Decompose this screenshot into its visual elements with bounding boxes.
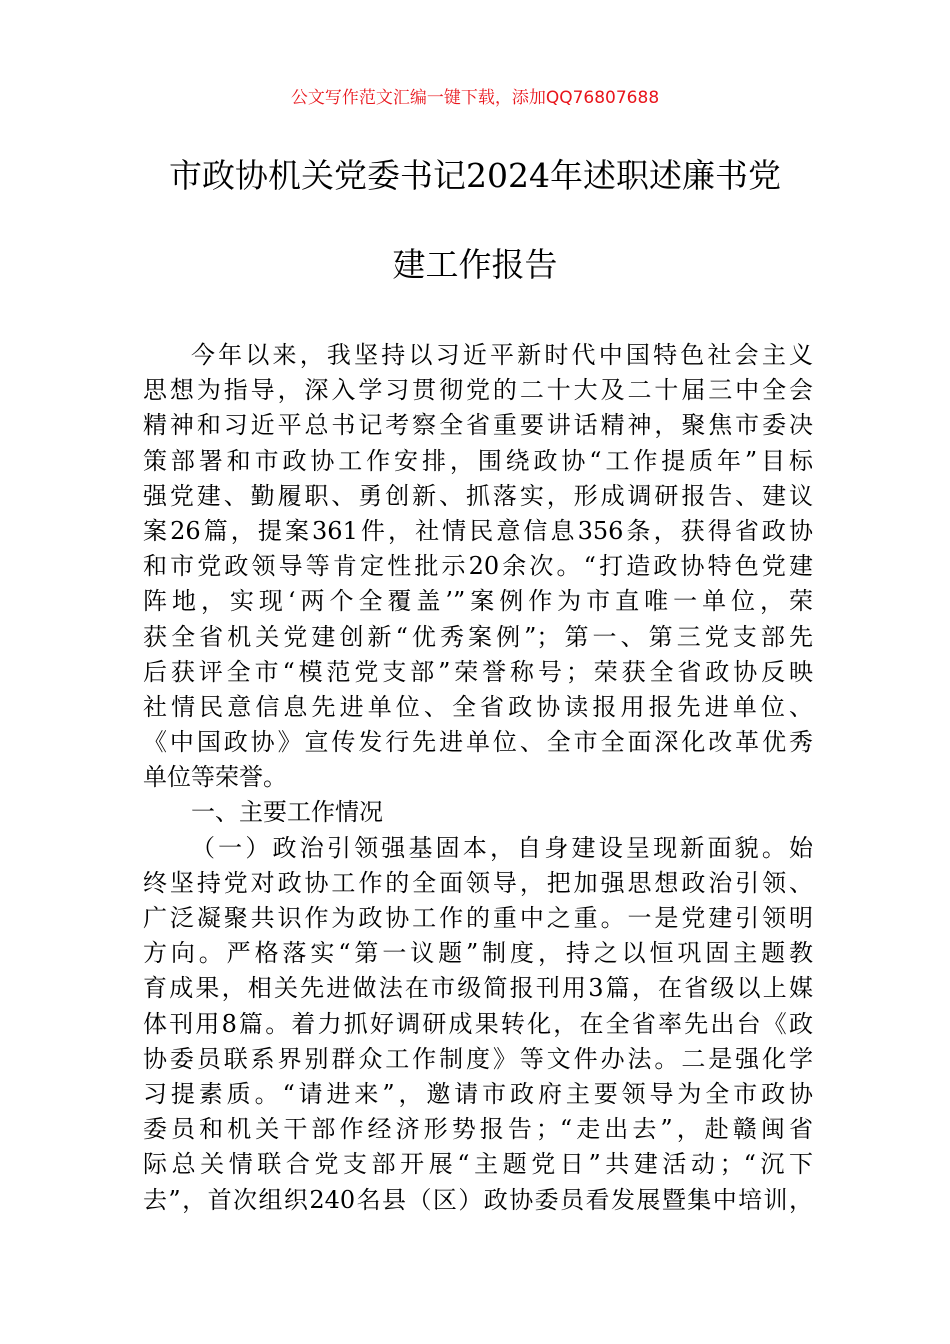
paragraph-line: 体刊用8篇。着力抓好调研成果转化，在全省率先出台《政 [143,1009,813,1038]
paragraph-line: 强党建、勤履职、勇创新、抓落实，形成调研报告、建议 [143,481,813,510]
paragraph-line: 去”，首次组织240名县（区）政协委员看发展暨集中培训， [143,1185,813,1214]
paragraph-line: 委员和机关干部作经济形势报告；“走出去”，赴赣闽省 [143,1115,813,1144]
paragraph-line: 今年以来，我坚持以习近平新时代中国特色社会主义 [191,341,813,369]
paragraph-line: 阵地，实现‘两个全覆盖’”案例作为市直唯一单位，荣 [143,587,813,616]
paragraph-line: 育成果，相关先进做法在市级简报刊用3篇，在省级以上媒 [143,974,813,1003]
paragraph-line: 习提素质。“请进来”，邀请市政府主要领导为全市政协 [143,1079,813,1108]
paragraph-line: （一）政治引领强基固本，自身建设呈现新面貌。始 [191,833,813,862]
paragraph-line: 终坚持党对政协工作的全面领导，把加强思想政治引领、 [143,868,813,897]
paragraph-line: 际总关情联合党支部开展“主题党日”共建活动；“沉下 [143,1150,813,1179]
paragraph-line: 广泛凝聚共识作为政协工作的重中之重。一是党建引领明 [143,904,813,932]
paragraph-line: 后获评全市“模范党支部”荣誉称号；荣获全省政协反映 [143,657,813,686]
paragraph-line: 策部署和市政协工作安排，围绕政协“工作提质年”目标 [143,446,813,475]
document-title-line-1: 市政协机关党委书记2024年述职述廉书党 [169,156,781,195]
paragraph-line: 协委员联系界别群众工作制度》等文件办法。二是强化学 [143,1044,813,1073]
section-heading: 一、主要工作情况 [191,798,383,827]
document-title-line-2: 建工作报告 [392,245,558,284]
paragraph-line: 思想为指导，深入学习贯彻党的二十大及二十届三中全会 [143,376,813,405]
paragraph-line: 获全省机关党建创新“优秀案例”；第一、第三党支部先 [143,622,813,651]
paragraph-line: 单位等荣誉。 [143,763,287,792]
paragraph-line: 社情民意信息先进单位、全省政协读报用报先进单位、 [143,692,813,721]
document-body [143,338,813,1218]
paragraph-line: 方向。严格落实“第一议题”制度，持之以恒巩固主题教 [143,939,813,968]
download-promo-note: 公文写作范文汇编一键下载，添加QQ76807688 [290,88,660,108]
paragraph-line: 《中国政协》宣传发行先进单位、全市全面深化改革优秀 [143,728,813,757]
paragraph-line: 案26篇，提案361件，社情民意信息356条，获得省政协 [143,516,813,545]
paragraph-line: 和市党政领导等肯定性批示20余次。“打造政协特色党建 [143,552,813,581]
paragraph-line: 精神和习近平总书记考察全省重要讲话精神，聚焦市委决 [143,411,813,440]
